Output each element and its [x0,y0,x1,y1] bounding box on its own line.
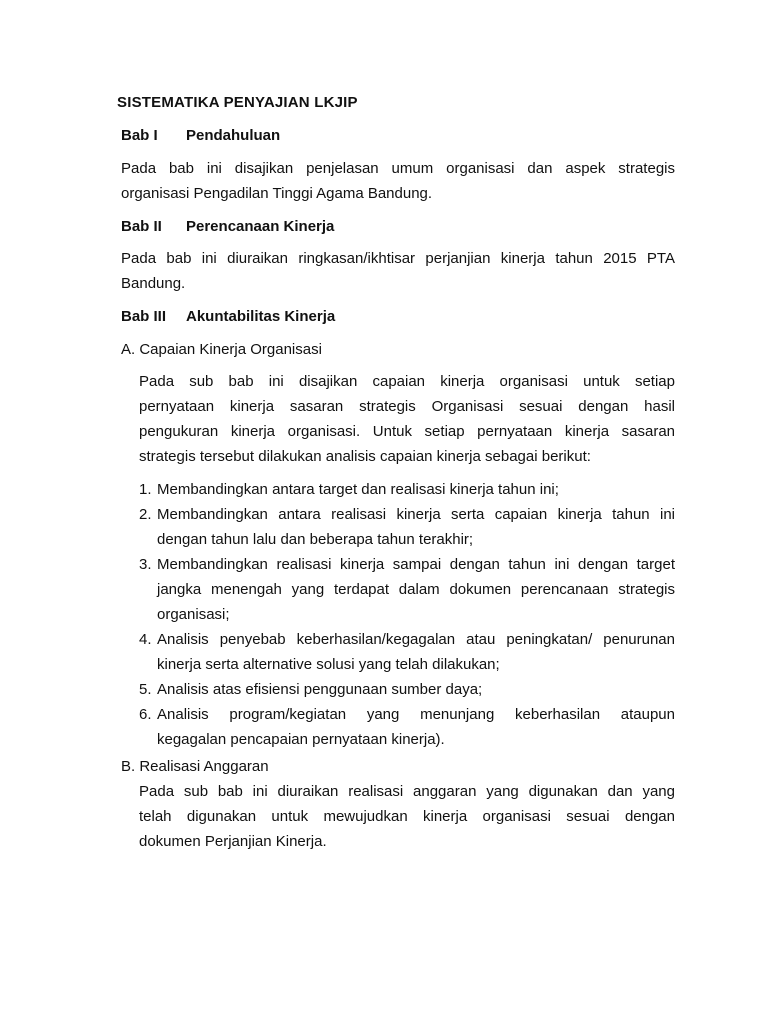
section-b-paragraph [139,779,675,854]
list-item [139,502,675,552]
text-line: dengan tahun lalu dan beberapa tahun terakhir; [157,531,474,548]
list-number: 1. [139,481,152,498]
list-number: 5. [139,681,152,698]
list-item [139,702,675,752]
analysis-list [139,477,675,752]
chapter-name: Pendahuluan [186,127,281,144]
chapter-number: Bab I [121,127,158,144]
list-item [139,677,675,702]
chapter-heading-bab-3 [121,304,335,329]
text-line: jangka menengah yang terdapat dalam dokumen perencanaan strategis [157,581,675,598]
list-item [139,477,675,502]
chapter-heading-bab-2 [121,214,334,239]
section-a-paragraph [139,369,675,469]
list-item [139,627,675,677]
text-line: Pada bab ini diuraikan ringkasan/ikhtisar perjanjian kinerja tahun 2015 PTA [121,250,675,267]
chapter-name: Akuntabilitas Kinerja [186,308,336,325]
text-line: Pada sub bab ini disajikan capaian kinerja organisasi untuk setiap [139,373,675,390]
document-title: SISTEMATIKA PENYAJIAN LKJIP [117,94,358,111]
list-number: 4. [139,631,152,648]
list-item [139,552,675,627]
chapter-number: Bab II [121,218,162,235]
text-line: pernyataan kinerja sasaran strategis Organisasi sesuai dengan hasil [139,398,675,415]
chapter-name: Perencanaan Kinerja [186,218,335,235]
text-line: organisasi; [157,606,230,623]
text-line: strategis tersebut dilakukan analisis capaian kinerja sebagai berikut: [139,448,591,465]
text-line: Bandung. [121,275,186,292]
chapter-heading-bab-1 [121,123,280,148]
text-line: dokumen Perjanjian Kinerja. [139,833,327,850]
text-line: organisasi Pengadilan Tinggi Agama Bandung. [121,185,433,202]
section-heading-b: B. Realisasi Anggaran [121,758,269,775]
chapter-paragraph-bab-2 [121,246,675,296]
text-line: pengukuran kinerja organisasi. Untuk setiap pernyataan kinerja sasaran [139,423,675,440]
text-line: kegagalan pencapaian pernyataan kinerja). [157,731,445,748]
text-line: Membandingkan realisasi kinerja sampai dengan tahun ini dengan target [157,556,675,573]
chapter-paragraph-bab-1 [121,156,675,206]
chapter-number: Bab III [121,308,167,325]
text-line: Pada bab ini disajikan penjelasan umum organisasi dan aspek strategis [121,160,675,177]
list-number: 6. [139,706,152,723]
text-line: Membandingkan antara realisasi kinerja serta capaian kinerja tahun ini [157,506,675,523]
text-line: Membandingkan antara target dan realisasi kinerja tahun ini; [157,481,559,498]
list-number: 3. [139,556,152,573]
text-line: telah digunakan untuk mewujudkan kinerja organisasi sesuai dengan [139,808,675,825]
section-heading-a: A. Capaian Kinerja Organisasi [121,341,322,358]
text-line: kinerja serta alternative solusi yang telah dilakukan; [157,656,500,673]
text-line: Analisis penyebab keberhasilan/kegagalan atau peningkatan/ penurunan [157,631,675,648]
text-line: Analisis atas efisiensi penggunaan sumber daya; [157,681,483,698]
list-number: 2. [139,506,152,523]
text-line: Pada sub bab ini diuraikan realisasi anggaran yang digunakan dan yang [139,783,675,800]
text-line: Analisis program/kegiatan yang menunjang keberhasilan ataupun [157,706,675,723]
